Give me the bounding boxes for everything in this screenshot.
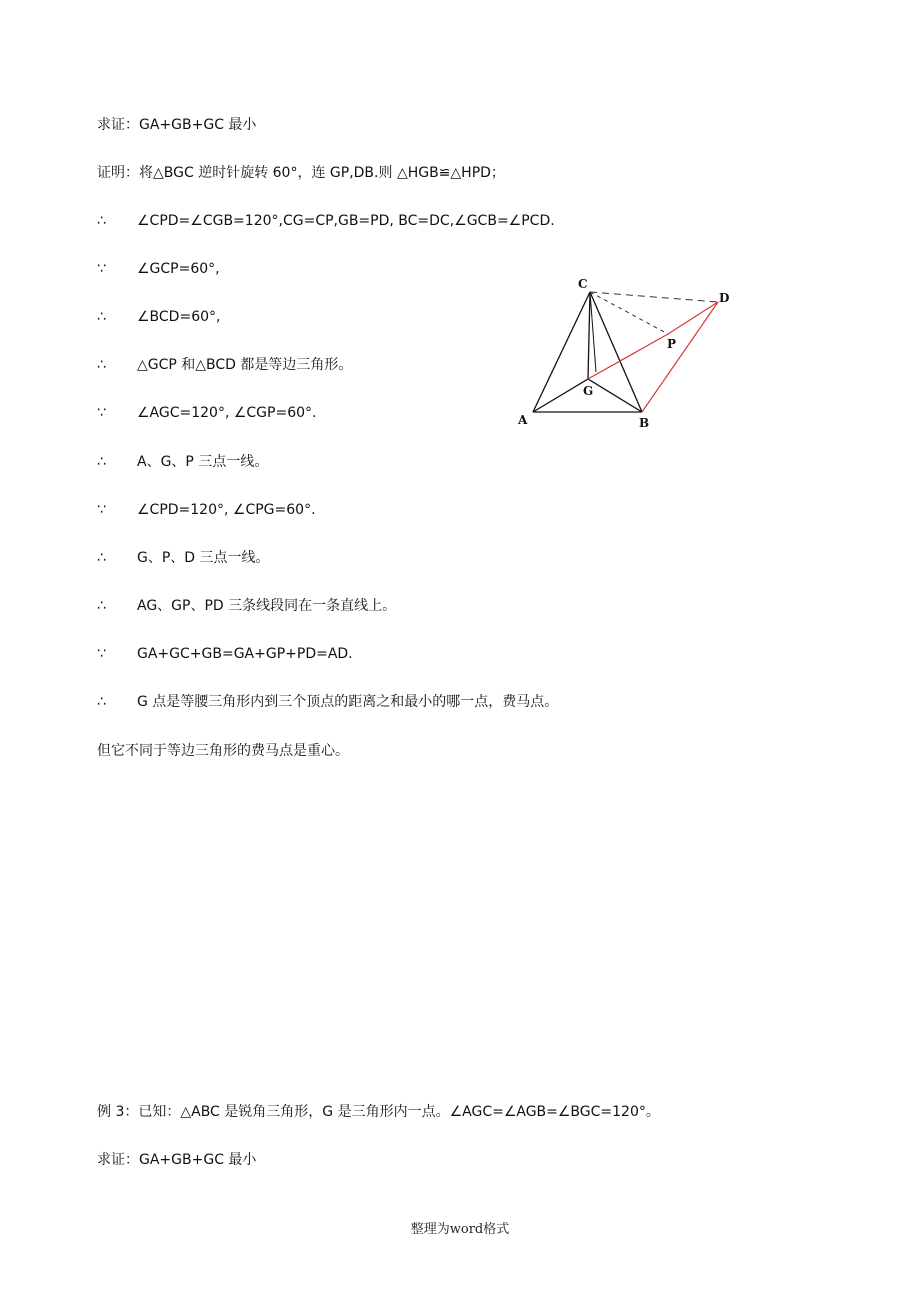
label-d: D xyxy=(719,291,730,305)
segment-cp-dashed xyxy=(590,292,668,334)
proof-step xyxy=(97,308,220,326)
segment-bd xyxy=(642,302,718,412)
proof-note xyxy=(97,742,349,760)
line-symbol: ∵ xyxy=(97,405,106,421)
proof-step xyxy=(97,645,353,663)
line-symbol: ∵ xyxy=(97,502,106,518)
line-text: A、G、P 三点一线。 xyxy=(137,454,269,470)
segment-cd-dashed xyxy=(590,292,718,302)
line-text: ∠GCP=60°, xyxy=(137,261,220,277)
label-c: C xyxy=(578,277,588,291)
line-text: ∠BCD=60°, xyxy=(137,309,221,325)
line-text: 证明：将△BGC 逆时针旋转 60°，连 GP,DB.则 △HGB≌△HPD； xyxy=(97,165,505,181)
line-symbol: ∴ xyxy=(97,309,106,325)
line-text: GA+GC+GB=GA+GP+PD=AD. xyxy=(137,646,353,662)
label-g: G xyxy=(583,384,594,398)
proof-step xyxy=(97,404,316,422)
proof-conclusion xyxy=(97,693,558,711)
proof-step xyxy=(97,453,268,471)
proof-step xyxy=(97,597,396,615)
line-symbol: ∴ xyxy=(97,550,106,566)
line-symbol: ∴ xyxy=(97,454,106,470)
line-text: ∠CPD=120°, ∠CPG=60°. xyxy=(137,502,316,518)
line-text: G 点是等腰三角形内到三个顶点的距离之和最小的哪一点，费马点。 xyxy=(137,694,559,710)
segment-pd xyxy=(668,302,718,334)
line-text: 但它不同于等边三角形的费马点是重心。 xyxy=(97,743,349,759)
segment-gb xyxy=(588,379,642,412)
line-symbol: ∴ xyxy=(97,598,106,614)
segment-bc xyxy=(590,292,642,412)
line-symbol: ∴ xyxy=(97,694,106,710)
proof-step xyxy=(97,260,220,278)
example-statement: 例 3：已知：△ABC 是锐角三角形，G 是三角形内一点。∠AGC=∠AGB=∠BGC=120°。 xyxy=(97,1104,660,1120)
geometry-figure xyxy=(510,272,750,432)
line-text: △GCP 和△BCD 都是等边三角形。 xyxy=(137,357,353,373)
segment-ac xyxy=(533,292,590,412)
proof-step xyxy=(97,501,316,519)
line-symbol: ∴ xyxy=(97,213,106,229)
line-symbol: ∴ xyxy=(97,357,106,373)
segment-cg xyxy=(588,292,590,379)
proof-step xyxy=(97,212,555,230)
label-b: B xyxy=(639,416,650,430)
line-text: G、P、D 三点一线。 xyxy=(137,550,270,566)
line-text: 求证：GA+GB+GC 最小 xyxy=(97,117,257,133)
label-p: P xyxy=(667,337,677,351)
line-symbol: ∵ xyxy=(97,646,106,662)
line-text: ∠AGC=120°, ∠CGP=60°. xyxy=(137,405,317,421)
example-prove: 求证：GA+GB+GC 最小 xyxy=(97,1152,257,1168)
line-symbol: ∵ xyxy=(97,261,106,277)
proof-intro xyxy=(97,164,505,182)
label-a: A xyxy=(518,413,528,427)
proof-step xyxy=(97,549,270,567)
page-footer: 整理为word格式 xyxy=(410,1222,510,1237)
proof-step xyxy=(97,356,352,374)
line-text: ∠CPD=∠CGB=120°,CG=CP,GB=PD, BC=DC,∠GCB=∠PCD. xyxy=(137,213,555,229)
prove-statement xyxy=(97,116,256,134)
line-text: AG、GP、PD 三条线段同在一条直线上。 xyxy=(137,598,397,614)
segment-gp xyxy=(588,334,668,379)
